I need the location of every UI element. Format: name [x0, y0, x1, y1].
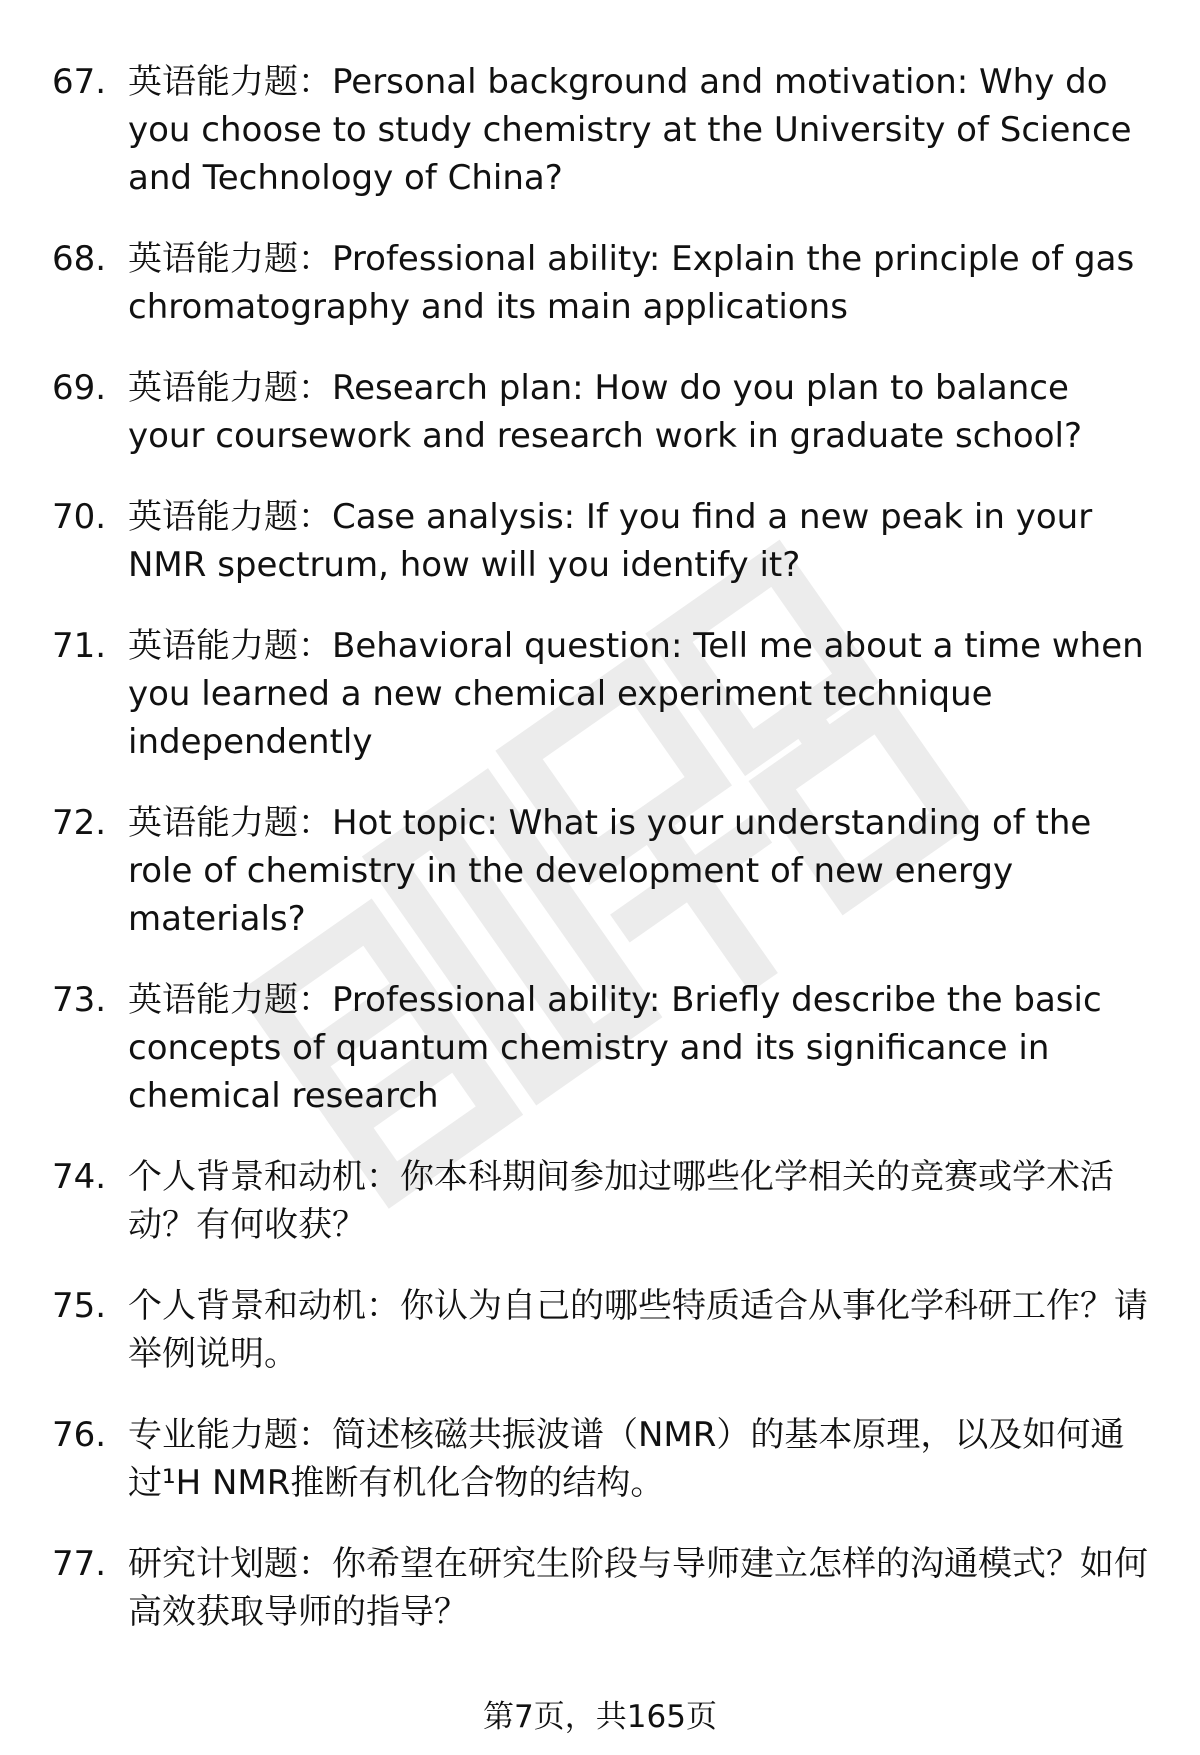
question-item	[52, 364, 1152, 460]
question-item	[52, 235, 1152, 331]
question-item	[52, 1411, 1152, 1507]
question-item	[52, 976, 1152, 1120]
question-number: 76.	[52, 1415, 107, 1455]
question-item	[52, 799, 1152, 943]
question-text: 个人背景和动机：你本科期间参加过哪些化学相关的竞赛或学术活动？有何收获？	[128, 1157, 1114, 1245]
question-item	[52, 1540, 1152, 1636]
question-number: 70.	[52, 497, 107, 537]
question-number: 73.	[52, 980, 107, 1020]
question-number: 74.	[52, 1157, 107, 1197]
question-text: 英语能力题：Behavioral question: Tell me about a time when you learned a new chemical experiment technique independently	[128, 626, 1144, 762]
question-number: 72.	[52, 803, 107, 843]
page-footer: 第7页，共165页	[483, 1699, 717, 1735]
question-text: 个人背景和动机：你认为自己的哪些特质适合从事化学科研工作？请举例说明。	[128, 1286, 1148, 1374]
question-item	[52, 622, 1152, 766]
question-text: 研究计划题：你希望在研究生阶段与导师建立怎样的沟通模式？如何高效获取导师的指导？	[128, 1544, 1148, 1632]
question-text: 专业能力题：简述核磁共振波谱（NMR）的基本原理，以及如何通过¹H NMR推断有机化合物的结构。	[128, 1415, 1125, 1503]
question-number: 68.	[52, 239, 107, 279]
question-number: 77.	[52, 1544, 107, 1584]
question-list	[52, 58, 1152, 1669]
question-number: 71.	[52, 626, 107, 666]
question-number: 69.	[52, 368, 107, 408]
question-text: 英语能力题：Hot topic: What is your understanding of the role of chemistry in the development of new energy materials?	[128, 803, 1092, 939]
question-text: 英语能力题：Research plan: How do you plan to balance your coursework and research work in graduate school?	[128, 368, 1083, 456]
question-item	[52, 1153, 1152, 1249]
question-text: 英语能力题：Professional ability: Briefly describe the basic concepts of quantum chemistry and its significance in chemical research	[128, 980, 1102, 1116]
question-number: 75.	[52, 1286, 107, 1326]
question-item	[52, 493, 1152, 589]
question-number: 67.	[52, 62, 107, 102]
question-text: 英语能力题：Professional ability: Explain the principle of gas chromatography and its main applications	[128, 239, 1135, 327]
question-text: 英语能力题：Case analysis: If you find a new peak in your NMR spectrum, how will you identify it?	[128, 497, 1093, 585]
question-text: 英语能力题：Personal background and motivation: Why do you choose to study chemistry at the University of Science and Technology of China?	[128, 62, 1132, 198]
question-item	[52, 58, 1152, 202]
question-item	[52, 1282, 1152, 1378]
